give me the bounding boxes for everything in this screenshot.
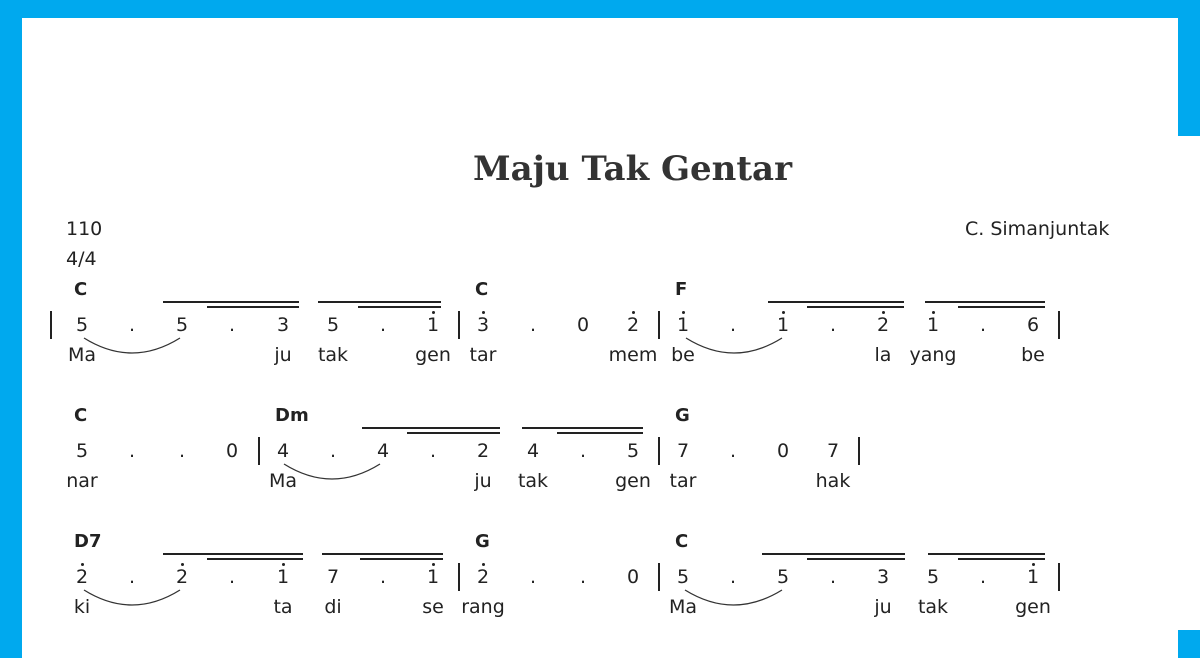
lyric-syllable: di	[324, 596, 342, 618]
duration-dot: .	[128, 566, 136, 588]
duration-dot: .	[829, 566, 837, 588]
duration-dot: .	[228, 566, 236, 588]
duration-dot: .	[529, 566, 537, 588]
slur-arc	[686, 338, 782, 353]
note-number: 2	[476, 566, 490, 588]
duration-dot: .	[729, 314, 737, 336]
lyric-syllable: tak	[317, 344, 349, 366]
lyric-syllable: ju	[274, 344, 292, 366]
lyric-syllable: hak	[815, 470, 851, 492]
note-number: 2	[75, 566, 89, 588]
note-number: 0	[225, 440, 239, 462]
note-number: 2	[876, 314, 890, 336]
duration-dot: .	[729, 440, 737, 462]
lyric-syllable: gen	[1015, 596, 1051, 618]
chord-symbol: D7	[74, 531, 102, 552]
lyric-syllable: ju	[474, 470, 492, 492]
duration-dot: .	[128, 440, 136, 462]
note-number: 5	[626, 440, 640, 462]
slur-arc	[84, 590, 180, 605]
duration-dot: .	[579, 566, 587, 588]
note-number: 1	[926, 314, 940, 336]
note-number: 4	[376, 440, 390, 462]
lyric-syllable: be	[1021, 344, 1045, 366]
composer-credit: C. Simanjuntak	[965, 218, 1110, 240]
lyric-syllable: ju	[874, 596, 892, 618]
song-title: Maju Tak Gentar	[472, 149, 793, 189]
duration-dot: .	[228, 314, 236, 336]
lyric-syllable: ta	[273, 596, 293, 618]
note-number: 5	[926, 566, 940, 588]
lyric-syllable: gen	[415, 344, 451, 366]
chord-symbol: Dm	[275, 405, 309, 426]
note-number: 2	[175, 566, 189, 588]
duration-dot: .	[979, 566, 987, 588]
lyric-syllable: tak	[917, 596, 949, 618]
note-number: 6	[1026, 314, 1040, 336]
duration-dot: .	[379, 314, 387, 336]
lyric-syllable: tar	[669, 470, 697, 492]
lyric-syllable: tak	[517, 470, 549, 492]
chord-symbol: F	[675, 279, 688, 300]
lyric-syllable: tar	[469, 344, 497, 366]
duration-dot: .	[829, 314, 837, 336]
duration-dot: .	[729, 566, 737, 588]
lyric-syllable: nar	[66, 470, 98, 492]
lyric-syllable: be	[671, 344, 695, 366]
duration-dot: .	[979, 314, 987, 336]
duration-dot: .	[579, 440, 587, 462]
lyric-syllable: mem	[608, 344, 658, 366]
note-number: 5	[75, 440, 89, 462]
note-number: 1	[426, 314, 440, 336]
chord-symbol: G	[675, 405, 690, 426]
duration-dot: .	[329, 440, 337, 462]
note-number: 2	[626, 314, 640, 336]
note-number: 1	[776, 314, 790, 336]
duration-dot: .	[429, 440, 437, 462]
note-number: 2	[476, 440, 490, 462]
note-number: 3	[276, 314, 290, 336]
note-number: 5	[326, 314, 340, 336]
duration-dot: .	[128, 314, 136, 336]
slur-arc	[685, 590, 782, 605]
note-number: 3	[476, 314, 490, 336]
note-number: 5	[75, 314, 89, 336]
chord-symbol: G	[475, 531, 490, 552]
note-number: 0	[576, 314, 590, 336]
note-number: 7	[826, 440, 840, 462]
lyric-syllable: gen	[615, 470, 651, 492]
note-number: 4	[526, 440, 540, 462]
duration-dot: .	[379, 566, 387, 588]
note-number: 5	[776, 566, 790, 588]
note-number: 1	[1026, 566, 1040, 588]
note-number: 4	[276, 440, 290, 462]
time-signature: 4/4	[66, 248, 97, 270]
lyric-syllable: Ma	[268, 470, 298, 492]
lyric-syllable: yang	[909, 344, 957, 366]
note-number: 5	[676, 566, 690, 588]
chord-symbol: C	[74, 405, 88, 426]
slur-arc	[84, 338, 180, 353]
note-number: 0	[776, 440, 790, 462]
chord-symbol: C	[74, 279, 88, 300]
slur-arc	[284, 464, 380, 479]
note-number: 5	[175, 314, 189, 336]
lyric-syllable: se	[422, 596, 444, 618]
note-number: 1	[676, 314, 690, 336]
lyric-syllable: ki	[73, 596, 91, 618]
note-number: 7	[676, 440, 690, 462]
tempo-marking: 110	[66, 218, 103, 240]
note-number: 3	[876, 566, 890, 588]
lyric-syllable: la	[874, 344, 892, 366]
note-number: 0	[626, 566, 640, 588]
lyric-syllable: Ma	[67, 344, 97, 366]
duration-dot: .	[529, 314, 537, 336]
note-number: 1	[426, 566, 440, 588]
note-number: 7	[326, 566, 340, 588]
chord-symbol: C	[675, 531, 689, 552]
lyric-syllable: rang	[461, 596, 505, 618]
note-number: 1	[276, 566, 290, 588]
chord-symbol: C	[475, 279, 489, 300]
lyric-syllable: Ma	[668, 596, 698, 618]
duration-dot: .	[178, 440, 186, 462]
